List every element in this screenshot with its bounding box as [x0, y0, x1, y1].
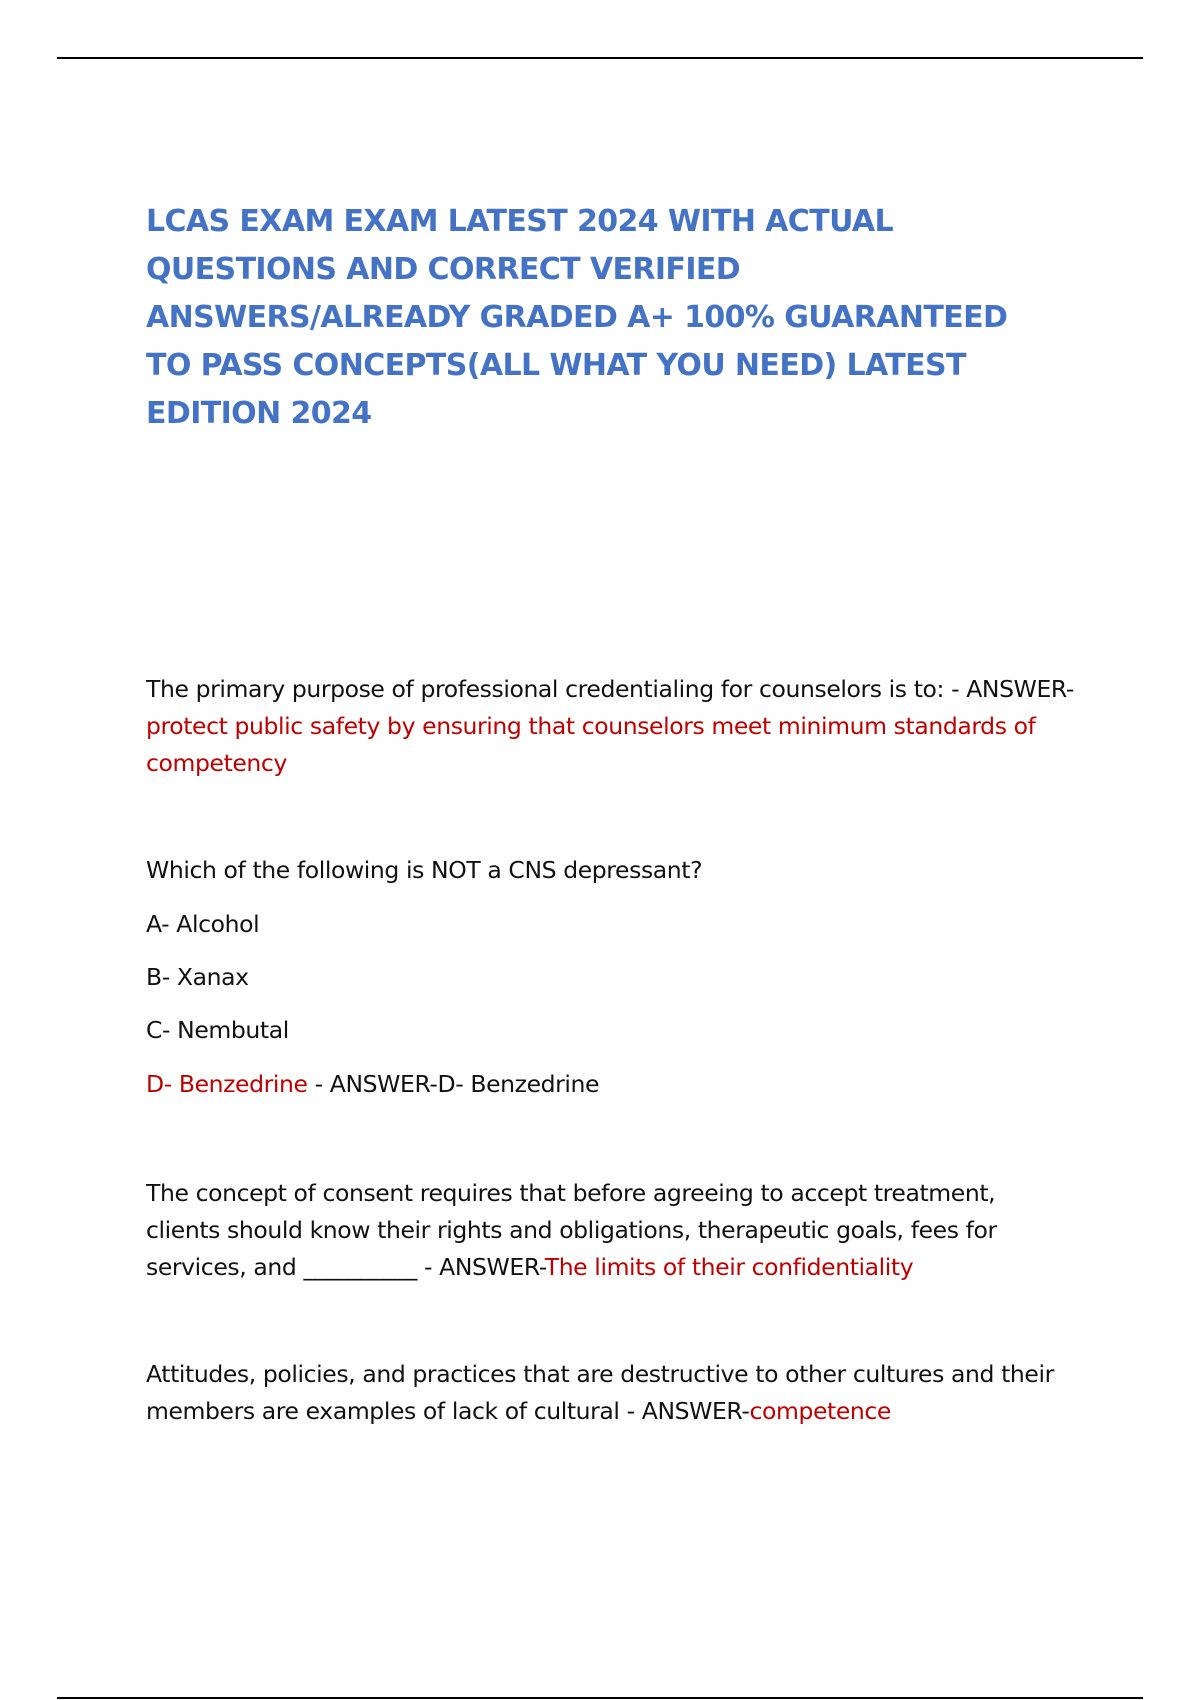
- question-3-answer: The limits of their confidentiality: [544, 1253, 914, 1281]
- question-1-prompt: The primary purpose of professional credentialing for counselors is to: -: [146, 675, 967, 703]
- question-1: [146, 671, 1076, 782]
- question-2-option-d: [146, 1066, 599, 1103]
- question-3-prompt: The concept of consent requires that before agreeing to accept treatment, clients should know their rights and obligations, therapeutic goals, fees for services, and __________ -: [146, 1179, 997, 1281]
- footer-rule: [57, 1697, 1143, 1699]
- question-1-answer: protect public safety by ensuring that counselors meet minimum standards of competency: [146, 712, 1036, 777]
- header-rule: [57, 57, 1143, 59]
- question-4-prompt: Attitudes, policies, and practices that are destructive to other cultures and their members are examples of lack of cultural -: [146, 1360, 1054, 1425]
- question-2-option-b: B- Xanax: [146, 963, 249, 991]
- question-2-option-a: A- Alcohol: [146, 910, 260, 938]
- question-4-answer: competence: [749, 1397, 891, 1425]
- question-4: [146, 1356, 1076, 1430]
- question-4-answer-label: ANSWER-: [641, 1397, 750, 1425]
- question-2-option-d-highlight: D- Benzedrine: [146, 1070, 308, 1098]
- question-2-option-c: C- Nembutal: [146, 1016, 289, 1044]
- question-2-answer: - ANSWER-D- Benzedrine: [307, 1070, 600, 1098]
- question-3-answer-label: ANSWER-: [439, 1253, 545, 1281]
- question-2-prompt: Which of the following is NOT a CNS depressant?: [146, 856, 703, 884]
- question-3: [146, 1175, 1076, 1286]
- document-title: LCAS EXAM EXAM LATEST 2024 WITH ACTUAL QUESTIONS AND CORRECT VERIFIED ANSWERS/ALREADY GRADED A+ 100% GUARANTEED TO PASS CONCEPTS(ALL WHAT YOU NEED) LATEST EDITION 2024: [146, 204, 1008, 431]
- question-1-answer-label: ANSWER-: [966, 675, 1074, 703]
